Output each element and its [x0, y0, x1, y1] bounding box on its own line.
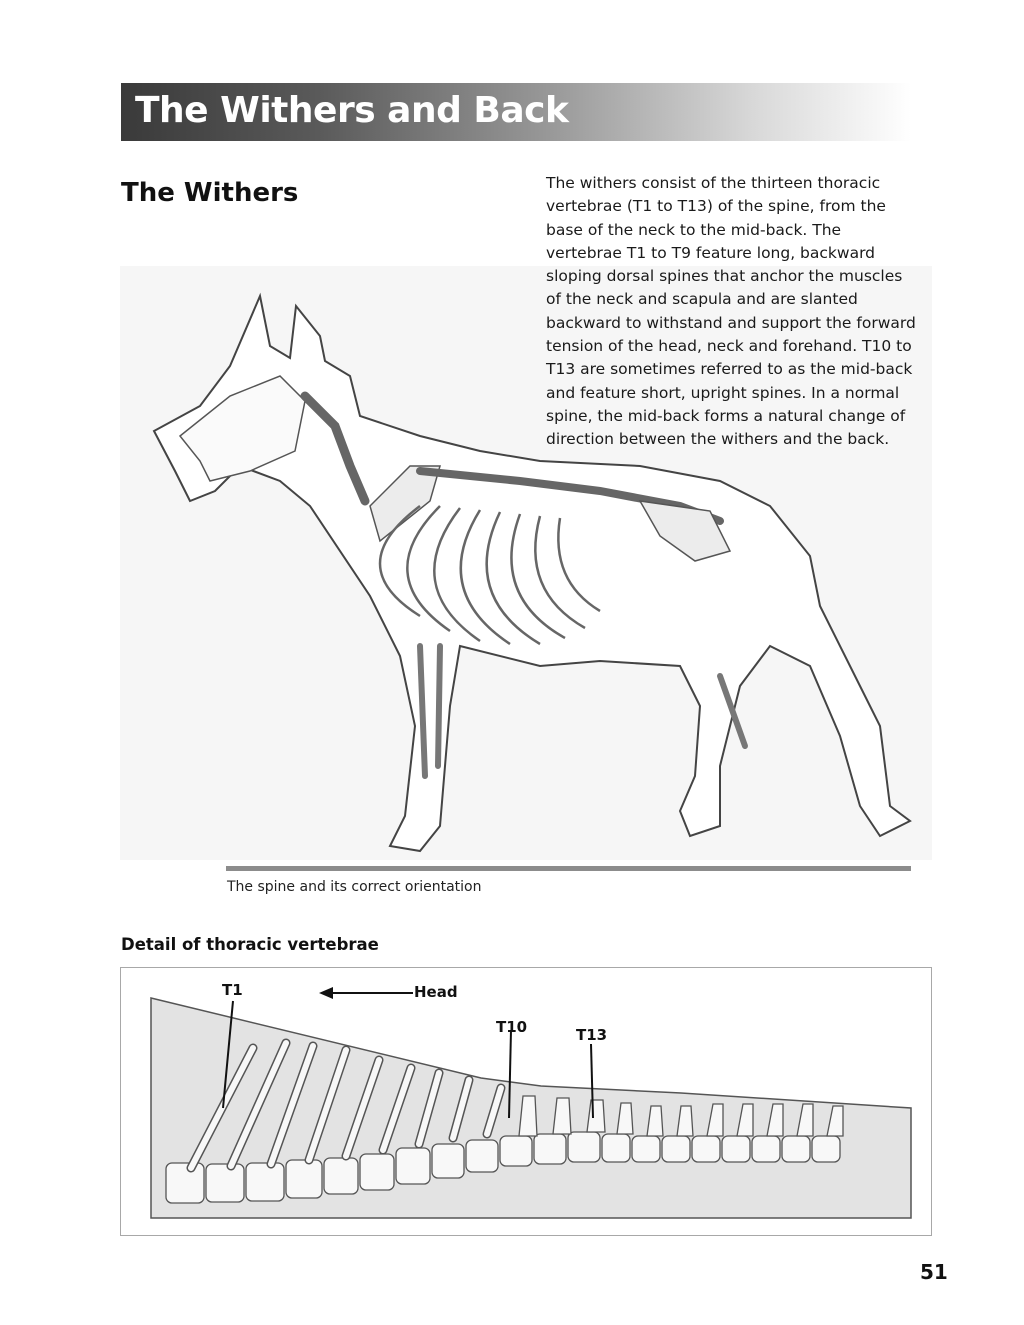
withers-description: The withers consist of the thirteen thoracic vertebrae (T1 to T13) of the spine, from the base of the neck to the mid-back. The vertebrae T1 to T9 feature long, backward sloping dorsal spines that anchor the muscles of the neck and scapula and are slanted backward to withstand and support the forward tension of the head, neck and forehand. T10 to T13 are sometimes referred to as the mid-back and feature short, upright spines. In a normal spine, the mid-back forms a natural change of direction between the withers and the back.	[546, 174, 916, 449]
label-head: Head	[414, 983, 458, 1001]
detail-title: Detail of thoracic vertebrae	[121, 935, 379, 954]
section-title: The Withers	[121, 178, 299, 208]
thoracic-vertebrae-detail	[120, 967, 932, 1236]
label-t13: T13	[576, 1026, 608, 1044]
page-number: 51	[920, 1260, 948, 1284]
figure-caption: The spine and its correct orientation	[227, 879, 482, 895]
chapter-banner	[121, 83, 911, 141]
vertebrae-drawing	[121, 968, 933, 1237]
label-t1: T1	[222, 981, 243, 999]
caption-rule	[226, 866, 911, 871]
chapter-title: The Withers and Back	[135, 90, 569, 131]
label-t10: T10	[496, 1018, 528, 1036]
